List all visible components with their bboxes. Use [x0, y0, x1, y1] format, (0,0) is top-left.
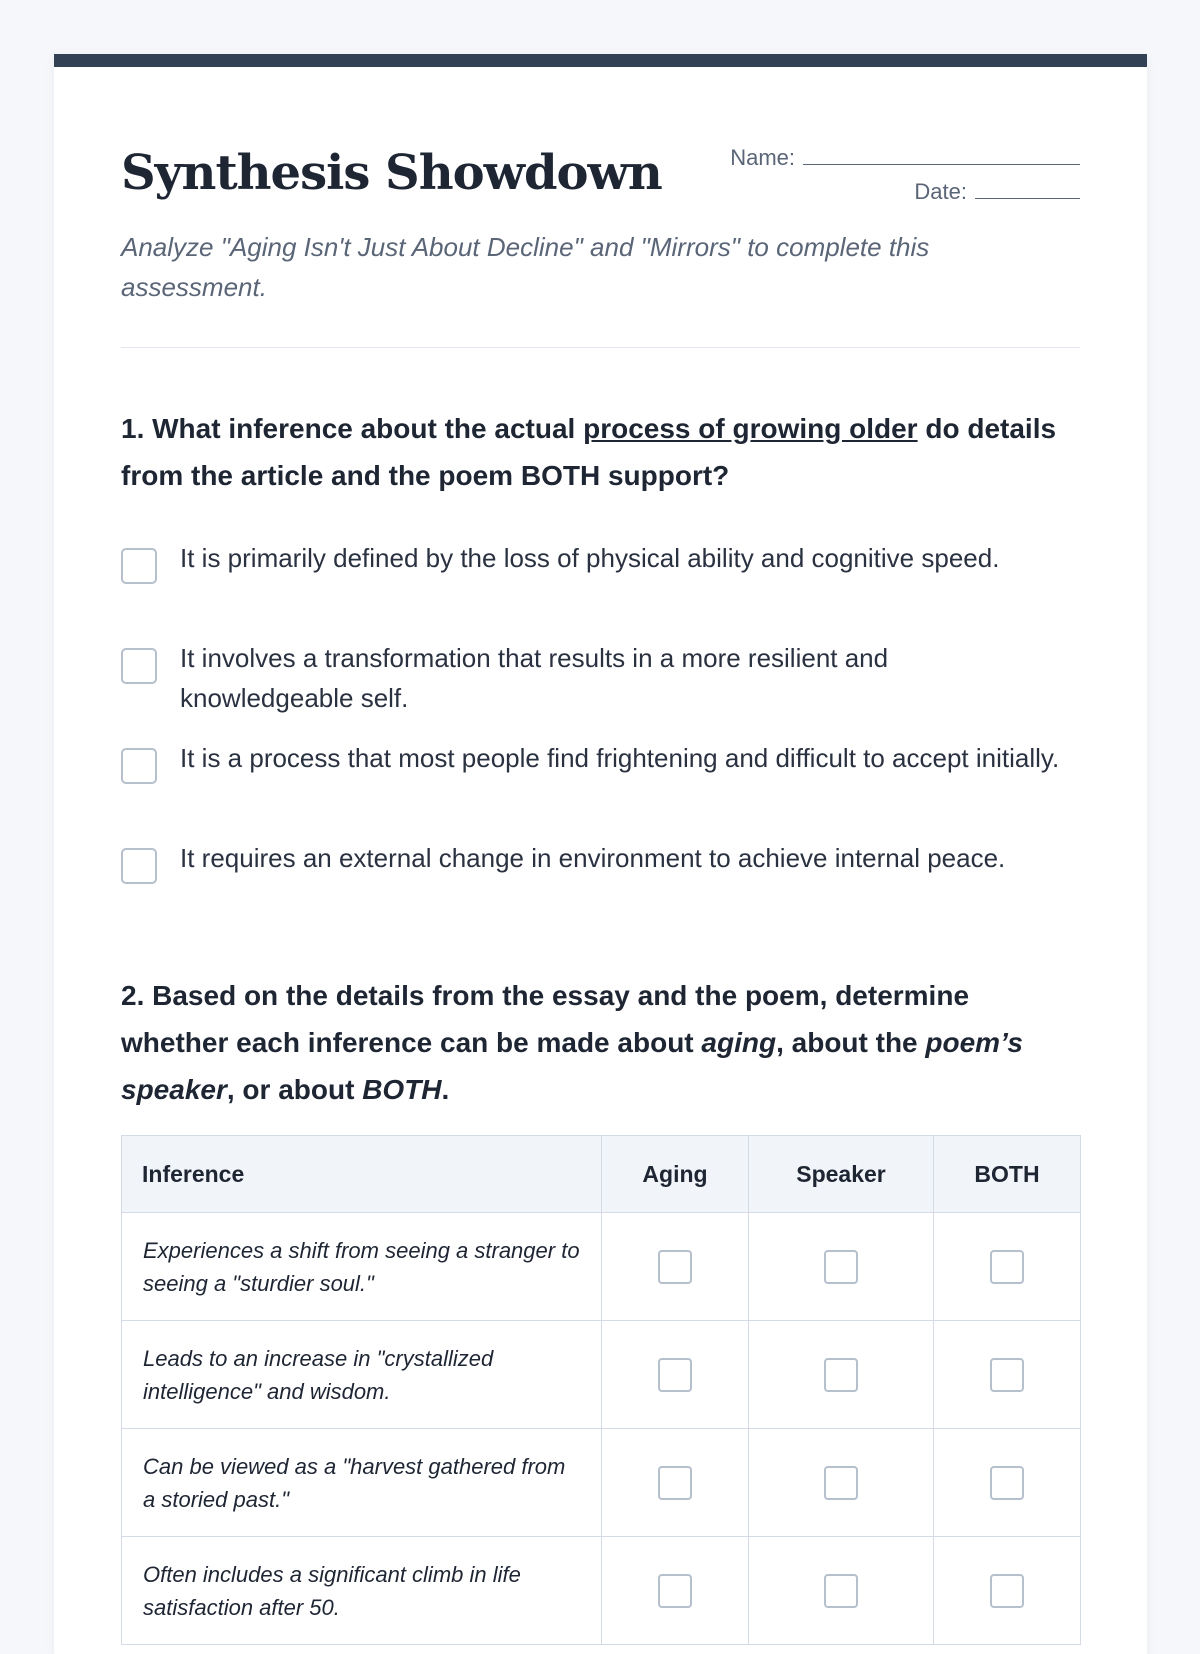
question-1-suffix: do details from the article and the poem BOTH support?: [121, 413, 1057, 491]
speaker-cell: [749, 1429, 934, 1537]
inference-table: [121, 1135, 1081, 1645]
column-header-speaker: Speaker: [749, 1136, 934, 1213]
question-2-emphasis: aging: [701, 1027, 777, 1058]
option-checkbox[interactable]: [121, 648, 157, 684]
aging-cell: [602, 1429, 749, 1537]
worksheet-page: [54, 54, 1147, 1654]
speaker-checkbox[interactable]: [824, 1250, 858, 1284]
aging-cell: [602, 1321, 749, 1429]
speaker-checkbox[interactable]: [824, 1466, 858, 1500]
aging-checkbox[interactable]: [658, 1466, 692, 1500]
both-cell: [934, 1321, 1081, 1429]
inference-text: Can be viewed as a "harvest gathered from a storied past.": [122, 1429, 602, 1537]
name-label: Name:: [730, 145, 795, 170]
inference-text: Experiences a shift from seeing a stranger to seeing a "sturdier soul.": [122, 1213, 602, 1321]
aging-checkbox[interactable]: [658, 1574, 692, 1608]
option-checkbox[interactable]: [121, 748, 157, 784]
speaker-cell: [749, 1321, 934, 1429]
both-checkbox[interactable]: [990, 1358, 1024, 1392]
question-1-prompt: [121, 405, 1080, 499]
table-row: [122, 1537, 1081, 1645]
speaker-cell: [749, 1213, 934, 1321]
header-divider: [121, 347, 1080, 348]
page-title: Synthesis Showdown: [121, 145, 662, 201]
question-1-underlined: process of growing older: [583, 413, 918, 444]
both-cell: [934, 1537, 1081, 1645]
table-row: [122, 1213, 1081, 1321]
question-2-emphasis: poem’s speaker: [121, 1027, 1023, 1105]
speaker-checkbox[interactable]: [824, 1358, 858, 1392]
aging-checkbox[interactable]: [658, 1250, 692, 1284]
table-row: [122, 1429, 1081, 1537]
aging-cell: [602, 1537, 749, 1645]
option-text: It requires an external change in environment to achieve internal peace.: [180, 843, 1006, 873]
column-header-both: BOTH: [934, 1136, 1081, 1213]
option-checkbox[interactable]: [121, 548, 157, 584]
option-text: It is primarily defined by the loss of physical ability and cognitive speed.: [180, 543, 1000, 573]
question-1-option[interactable]: [121, 538, 1080, 618]
both-checkbox[interactable]: [990, 1250, 1024, 1284]
date-field[interactable]: [914, 179, 1080, 205]
question-1-prefix: 1. What inference about the actual: [121, 413, 584, 444]
date-line[interactable]: [975, 180, 1080, 199]
table-row: [122, 1321, 1081, 1429]
question-2-text: , about the: [776, 1027, 926, 1058]
date-label: Date:: [914, 179, 967, 204]
aging-cell: [602, 1213, 749, 1321]
inference-text: Often includes a significant climb in life satisfaction after 50.: [122, 1537, 602, 1645]
question-2-text: .: [441, 1074, 450, 1105]
question-1-option[interactable]: [121, 638, 1080, 718]
both-cell: [934, 1213, 1081, 1321]
instructions: Analyze "Aging Isn't Just About Decline" and "Mirrors" to complete this assessment.: [121, 232, 930, 302]
question-2-text: 2. Based on the details from the essay and the poem, determine whether each inference can be made about: [121, 980, 970, 1058]
question-2-prompt: [121, 972, 1080, 1113]
question-1-option[interactable]: [121, 738, 1080, 818]
question-2-text: , or about: [226, 1074, 363, 1105]
option-text: It is a process that most people find frightening and difficult to accept initially.: [180, 743, 1060, 773]
both-cell: [934, 1429, 1081, 1537]
both-checkbox[interactable]: [990, 1574, 1024, 1608]
both-checkbox[interactable]: [990, 1466, 1024, 1500]
option-checkbox[interactable]: [121, 848, 157, 884]
speaker-cell: [749, 1537, 934, 1645]
question-1-option[interactable]: [121, 838, 1080, 918]
inference-text: Leads to an increase in "crystallized intelligence" and wisdom.: [122, 1321, 602, 1429]
aging-checkbox[interactable]: [658, 1358, 692, 1392]
speaker-checkbox[interactable]: [824, 1574, 858, 1608]
option-text: It involves a transformation that results in a more resilient and knowledgeable self.: [180, 643, 889, 713]
name-field[interactable]: [730, 145, 1080, 171]
question-2-emphasis: BOTH: [362, 1074, 442, 1105]
column-header-inference: Inference: [122, 1136, 602, 1213]
column-header-aging: Aging: [602, 1136, 749, 1213]
name-line[interactable]: [803, 146, 1080, 165]
table-header-row: [122, 1136, 1081, 1213]
